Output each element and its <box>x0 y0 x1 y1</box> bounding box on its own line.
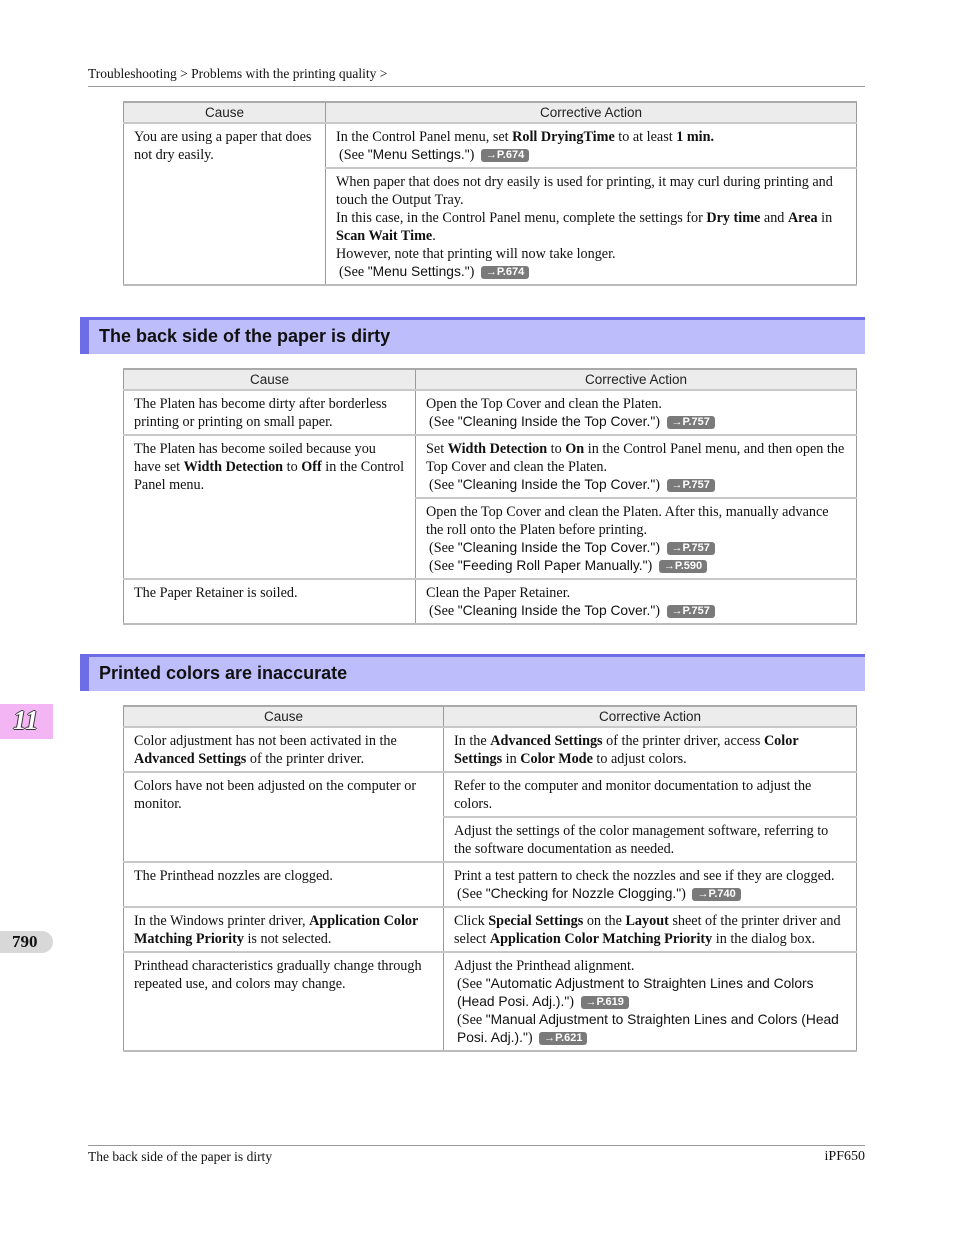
cause-text: The Platen has become soiled because you have set <box>134 441 376 475</box>
table-row <box>124 772 857 817</box>
see-label: ) <box>655 414 660 430</box>
section-title: Printed colors are inaccurate <box>99 663 348 683</box>
setting-name: Color Mode <box>520 751 593 767</box>
page-number-tab <box>0 931 53 953</box>
see-reference <box>426 557 847 575</box>
see-link[interactable]: "Feeding Roll Paper Manually." <box>457 558 648 573</box>
table-row <box>124 579 857 624</box>
action-text: Click <box>454 913 489 929</box>
action-cell <box>444 727 857 772</box>
see-link[interactable]: "Checking for Nozzle Clogging." <box>485 886 682 901</box>
setting-name: Color Settings <box>454 733 799 767</box>
see-label: (See <box>457 886 483 902</box>
see-label: ) <box>527 1030 533 1046</box>
see-reference <box>454 885 847 903</box>
setting-name: Advanced Settings <box>490 733 603 749</box>
action-text: . <box>432 228 436 244</box>
page-ref-badge[interactable]: →P.757 <box>667 605 715 618</box>
see-link[interactable]: "Menu Settings." <box>367 264 470 279</box>
action-text: and <box>760 210 788 226</box>
action-text: in the Control Panel menu, and then open the Top Cover and clean the Platen. <box>426 441 845 475</box>
setting-name: Width Detection <box>183 459 284 475</box>
cause-text: Printhead characteristics gradually change through repeated use, and colors may change. <box>134 958 422 992</box>
see-link[interactable]: "Cleaning Inside the Top Cover." <box>457 414 656 429</box>
see-link[interactable]: "Cleaning Inside the Top Cover." <box>457 603 656 618</box>
see-label: (See <box>339 264 365 280</box>
action-text: in the dialog box. <box>712 931 816 947</box>
table-row <box>124 727 857 772</box>
page-ref-badge[interactable]: →P.740 <box>692 888 740 901</box>
see-reference <box>336 263 847 281</box>
breadcrumb-separator: > <box>180 66 188 81</box>
see-label: ) <box>469 264 475 280</box>
page-ref-badge[interactable]: →P.757 <box>667 542 715 555</box>
cause-text: Color adjustment has not been activated in the <box>134 733 397 749</box>
cause-text: The Paper Retainer is soiled. <box>134 585 298 601</box>
table-row <box>124 390 857 435</box>
cause-text: You are using a paper that does not dry easily. <box>134 129 312 163</box>
cause-text: to <box>283 459 302 475</box>
action-text: Set <box>426 441 448 457</box>
cause-cell <box>124 772 444 862</box>
action-text: When paper that does not dry easily is used for printing, it may curl during printing and touch the Output Tray. <box>336 174 833 208</box>
setting-name: Special Settings <box>488 913 584 929</box>
see-label: (See <box>457 976 483 992</box>
table-row <box>124 907 857 952</box>
table-header-row <box>124 369 857 390</box>
cause-column-header: Cause <box>124 706 444 727</box>
see-label: ) <box>469 147 475 163</box>
page-ref-badge[interactable]: →P.621 <box>539 1032 587 1045</box>
breadcrumb-link-troubleshooting[interactable]: Troubleshooting <box>88 66 177 81</box>
see-label: (See <box>429 414 455 430</box>
setting-name: Scan Wait Time <box>336 228 433 244</box>
cause-text: In the Windows printer driver, <box>134 913 310 929</box>
dry-paper-table <box>123 101 857 286</box>
see-reference <box>454 1011 847 1047</box>
footer-divider <box>88 1145 865 1146</box>
action-text: Print a test pattern to check the nozzles and see if they are clogged. <box>454 868 835 884</box>
setting-name: Width Detection <box>447 441 548 457</box>
cause-cell <box>124 907 444 952</box>
see-label: ) <box>569 994 574 1010</box>
dirty-back-table <box>123 368 857 625</box>
footer-model-name: iPF650 <box>824 1149 865 1164</box>
cause-text: is not selected. <box>243 931 332 947</box>
action-cell <box>416 435 857 498</box>
setting-name: Application Color Matching Priority <box>489 931 713 947</box>
see-link[interactable]: "Cleaning Inside the Top Cover." <box>457 540 656 555</box>
action-cell <box>444 907 857 952</box>
cause-text: of the printer driver. <box>246 751 365 767</box>
action-text: Clean the Paper Retainer. <box>426 585 571 601</box>
cause-column-header: Cause <box>124 369 416 390</box>
action-text: However, note that printing will now take longer. <box>336 246 616 262</box>
see-label: (See <box>429 603 455 619</box>
table-row <box>124 862 857 907</box>
see-label: ) <box>647 558 653 574</box>
cause-column-header: Cause <box>124 102 326 123</box>
cause-cell <box>124 579 416 624</box>
action-cell <box>416 498 857 579</box>
table-row <box>124 123 857 168</box>
setting-name: Roll DryingTime <box>512 129 615 145</box>
see-label: (See <box>429 540 455 556</box>
see-link[interactable]: "Menu Settings." <box>367 147 470 162</box>
action-cell <box>444 817 857 862</box>
setting-value: Off <box>301 459 322 475</box>
colors-inaccurate-table <box>123 705 857 1052</box>
cause-cell <box>124 435 416 579</box>
see-label: (See <box>429 558 455 574</box>
page-number: 790 <box>12 932 38 951</box>
action-text: Adjust the Printhead alignment. <box>454 958 635 974</box>
see-link[interactable]: "Automatic Adjustment to Straighten Lines and Colors (Head Posi. Adj.)." <box>457 976 814 1009</box>
setting-name: Dry time <box>706 210 761 226</box>
cause-cell <box>124 862 444 907</box>
action-column-header: Corrective Action <box>416 369 857 390</box>
action-cell <box>326 168 857 285</box>
action-text: of the printer driver, access <box>602 733 764 749</box>
page-ref-badge[interactable]: →P.674 <box>481 266 529 279</box>
action-text: to adjust colors. <box>592 751 687 767</box>
cause-text: in the Control Panel menu. <box>134 459 405 493</box>
action-text: Adjust the settings of the color management software, referring to the software documentation as needed. <box>454 823 829 857</box>
see-label: (See <box>457 1012 483 1028</box>
cause-cell <box>124 123 326 285</box>
action-text: to at least <box>614 129 677 145</box>
see-label: (See <box>339 147 365 163</box>
action-text: sheet of the printer driver and select <box>454 913 841 947</box>
action-cell <box>444 952 857 1051</box>
action-cell <box>416 390 857 435</box>
see-label: (See <box>429 477 455 493</box>
see-label: ) <box>655 477 660 493</box>
page-ref-badge[interactable]: →P.590 <box>659 560 707 573</box>
action-cell <box>444 862 857 907</box>
cause-text: Colors have not been adjusted on the computer or monitor. <box>134 778 417 812</box>
action-text: on the <box>583 913 626 929</box>
setting-value: 1 min. <box>676 129 715 145</box>
action-text: in <box>502 751 521 767</box>
action-text: In the Control Panel menu, set <box>336 129 513 145</box>
section-title: The back side of the paper is dirty <box>99 326 391 346</box>
action-text: Open the Top Cover and clean the Platen. <box>426 396 662 412</box>
see-label: ) <box>681 886 686 902</box>
cause-text: The Printhead nozzles are clogged. <box>134 868 333 884</box>
setting-name: Area <box>787 210 818 226</box>
section-heading-dirty-back <box>80 317 865 354</box>
breadcrumb-separator: > <box>379 66 388 81</box>
table-header-row <box>124 102 857 123</box>
page-ref-badge[interactable]: →P.757 <box>667 416 715 429</box>
action-column-header: Corrective Action <box>326 102 857 123</box>
setting-name: Advanced Settings <box>134 751 247 767</box>
breadcrumb <box>88 66 865 87</box>
action-text: In this case, in the Control Panel menu, complete the settings for <box>336 210 707 226</box>
breadcrumb-link-printing-quality[interactable]: Problems with the printing quality <box>191 66 377 81</box>
see-reference <box>426 413 847 431</box>
table-row <box>124 435 857 498</box>
setting-name: Application Color Matching Priority <box>134 913 419 947</box>
page-ref-badge[interactable]: →P.757 <box>667 479 715 492</box>
chapter-tab[interactable] <box>0 704 53 739</box>
section-heading-colors-inaccurate <box>80 654 865 691</box>
see-label: ) <box>655 603 660 619</box>
see-label: ) <box>655 540 660 556</box>
cause-cell <box>124 727 444 772</box>
action-cell <box>326 123 857 168</box>
see-reference <box>454 975 847 1011</box>
table-row <box>124 952 857 1051</box>
footer-section-title: The back side of the paper is dirty <box>88 1149 273 1164</box>
cause-cell <box>124 390 416 435</box>
page-ref-badge[interactable]: →P.619 <box>581 996 629 1009</box>
see-link[interactable]: "Cleaning Inside the Top Cover." <box>457 477 656 492</box>
setting-name: Layout <box>625 913 669 929</box>
action-text: Refer to the computer and monitor documentation to adjust the colors. <box>454 778 812 812</box>
chapter-number: 11 <box>13 705 39 735</box>
action-text: In the <box>454 733 491 749</box>
see-reference <box>336 146 847 164</box>
see-reference <box>426 539 847 557</box>
action-cell <box>416 579 857 624</box>
see-reference <box>426 602 847 620</box>
action-text: to <box>547 441 566 457</box>
action-column-header: Corrective Action <box>444 706 857 727</box>
see-link[interactable]: "Manual Adjustment to Straighten Lines and Colors (Head Posi. Adj.)." <box>457 1012 839 1045</box>
setting-value: On <box>565 441 585 457</box>
table-header-row <box>124 706 857 727</box>
action-cell <box>444 772 857 817</box>
page-ref-badge[interactable]: →P.674 <box>481 149 529 162</box>
cause-text: The Platen has become dirty after borderless printing or printing on small paper. <box>134 396 387 430</box>
see-reference <box>426 476 847 494</box>
action-text: in <box>817 210 833 226</box>
action-text: Open the Top Cover and clean the Platen. After this, manually advance the roll onto the Platen before printing. <box>426 504 829 538</box>
cause-cell <box>124 952 444 1051</box>
